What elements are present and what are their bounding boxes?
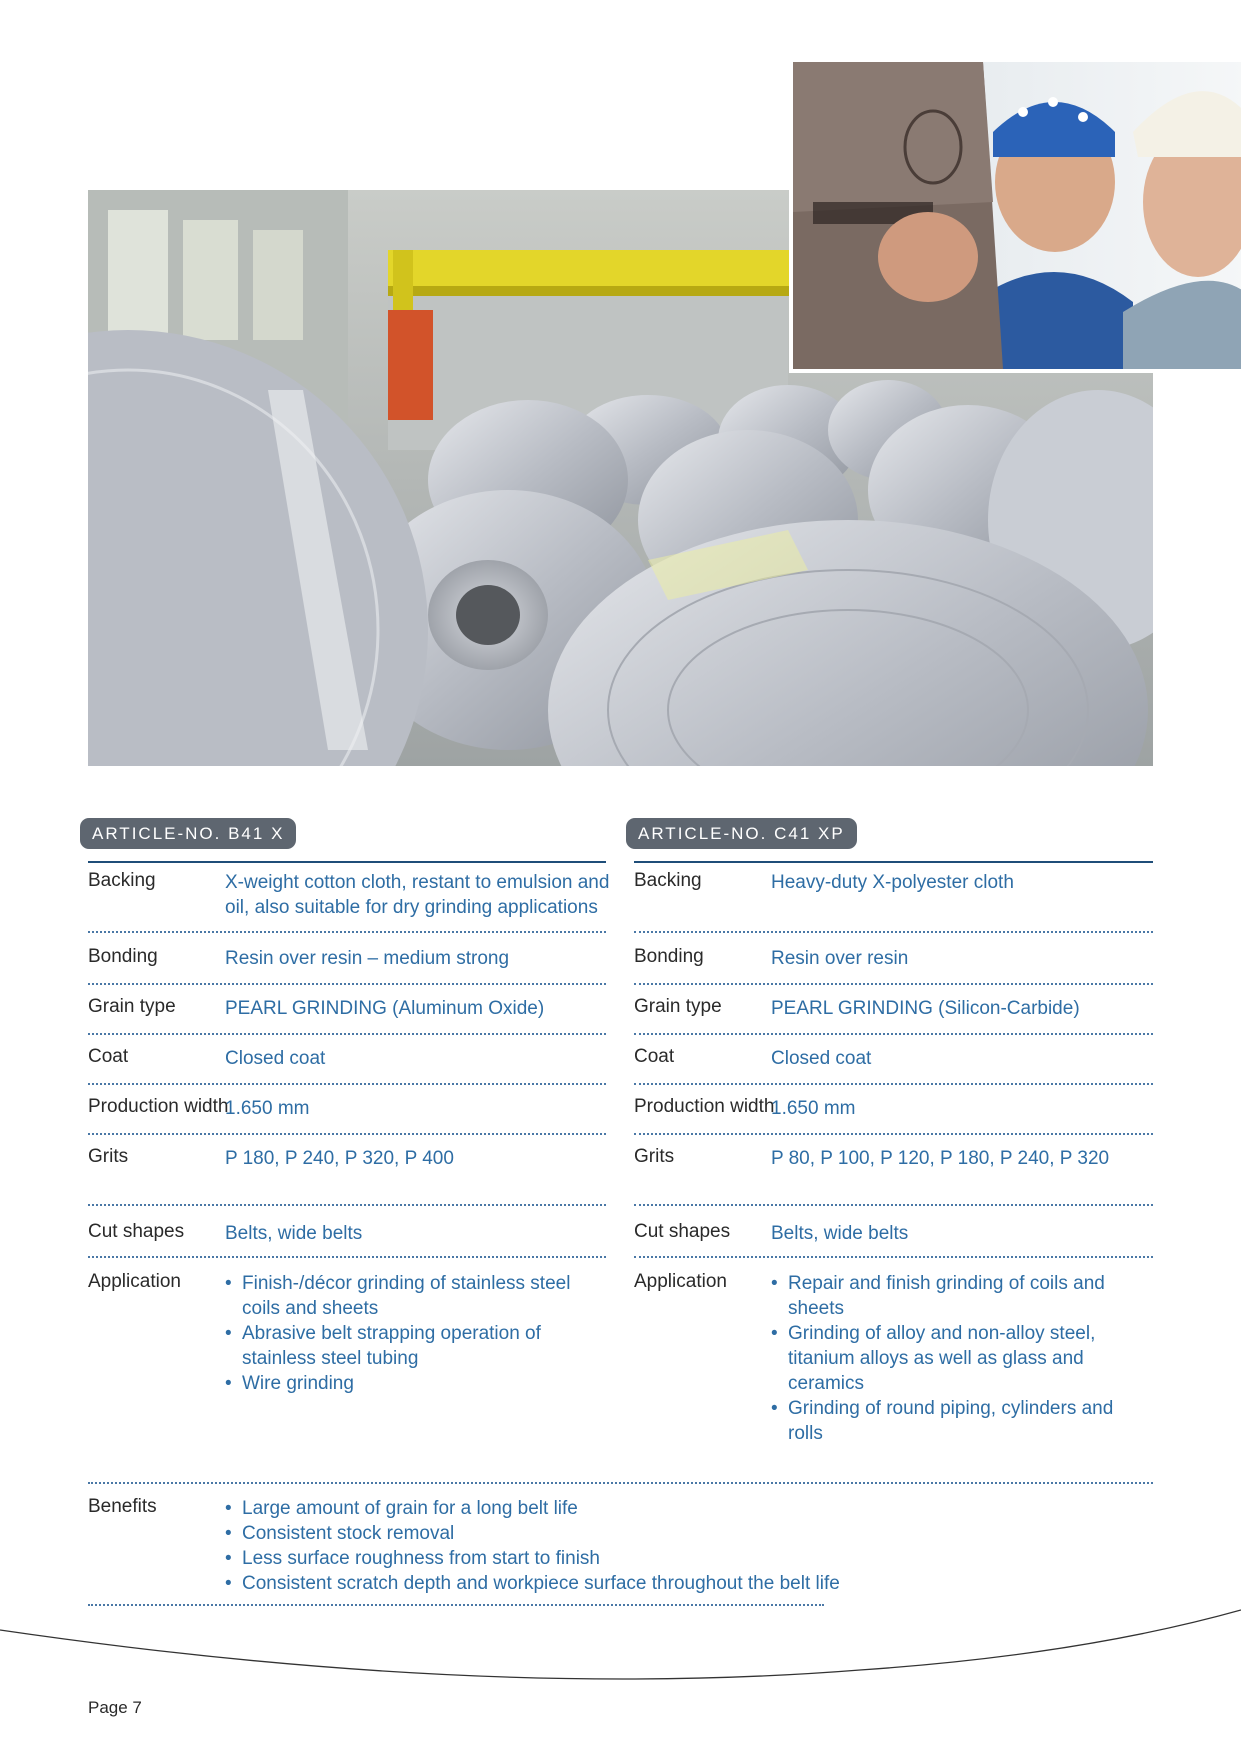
- right-width-label: Production width: [634, 1096, 775, 1117]
- benefits-list: [225, 1496, 845, 1596]
- divider: [88, 1204, 606, 1206]
- page-number: Page 7: [88, 1698, 142, 1717]
- left-cutshapes-label: Cut shapes: [88, 1221, 185, 1242]
- right-article-badge: ARTICLE-NO. C41 XP: [626, 818, 857, 849]
- divider: [88, 1133, 606, 1135]
- divider: [634, 1204, 1153, 1206]
- left-application-list: [225, 1271, 605, 1396]
- left-grits-label: Grits: [88, 1146, 129, 1167]
- left-backing-value: X-weight cotton cloth, restant to emulsion and oil, also suitable for dry grinding applications: [225, 872, 610, 918]
- right-coat-value: Closed coat: [771, 1048, 872, 1069]
- list-item: • Abrasive belt strapping operation of stainless steel tubing: [225, 1321, 605, 1371]
- right-application-label: Application: [634, 1271, 727, 1292]
- divider: [634, 931, 1153, 933]
- left-coat-label: Coat: [88, 1046, 129, 1067]
- left-grain-value: PEARL GRINDING (Aluminum Oxide): [225, 998, 545, 1019]
- left-backing-label: Backing: [88, 870, 156, 891]
- list-item: • Consistent scratch depth and workpiece surface throughout the belt life: [225, 1571, 845, 1596]
- list-item: • Finish-/décor grinding of stainless steel coils and sheets: [225, 1271, 605, 1321]
- right-cutshapes-value: Belts, wide belts: [771, 1223, 909, 1244]
- divider: [634, 1083, 1153, 1085]
- divider: [88, 1083, 606, 1085]
- right-cutshapes-label: Cut shapes: [634, 1221, 731, 1242]
- list-item: • Large amount of grain for a long belt life: [225, 1496, 845, 1521]
- right-width-value: 1.650 mm: [771, 1098, 856, 1119]
- decorative-curve: [0, 1590, 1241, 1700]
- divider: [634, 1256, 1153, 1258]
- right-header-rule: [634, 861, 1153, 863]
- left-header-rule: [88, 861, 606, 863]
- right-coat-label: Coat: [634, 1046, 675, 1067]
- list-item: • Grinding of round piping, cylinders and rolls: [771, 1396, 1151, 1446]
- list-item: • Repair and finish grinding of coils and sheets: [771, 1271, 1151, 1321]
- divider: [634, 1033, 1153, 1035]
- left-width-value: 1.650 mm: [225, 1098, 310, 1119]
- left-grain-label: Grain type: [88, 996, 176, 1017]
- right-application-list: [771, 1271, 1151, 1446]
- right-backing-value: Heavy-duty X-polyester cloth: [771, 872, 1014, 893]
- right-backing-label: Backing: [634, 870, 702, 891]
- benefits-top-rule: [88, 1482, 1153, 1484]
- divider: [88, 1033, 606, 1035]
- right-grain-value: PEARL GRINDING (Silicon-Carbide): [771, 998, 1080, 1019]
- list-item: • Less surface roughness from start to finish: [225, 1546, 845, 1571]
- right-grits-value: P 80, P 100, P 120, P 180, P 240, P 320: [771, 1148, 1110, 1169]
- divider: [88, 983, 606, 985]
- left-width-label: Production width: [88, 1096, 229, 1117]
- right-grain-label: Grain type: [634, 996, 722, 1017]
- list-item: • Consistent stock removal: [225, 1521, 845, 1546]
- divider: [634, 1133, 1153, 1135]
- right-grits-label: Grits: [634, 1146, 675, 1167]
- left-coat-value: Closed coat: [225, 1048, 326, 1069]
- left-article-badge: ARTICLE-NO. B41 X: [80, 818, 296, 849]
- list-item: • Grinding of alloy and non-alloy steel, titanium alloys as well as glass and ceramics: [771, 1321, 1151, 1396]
- benefits-label: Benefits: [88, 1496, 157, 1517]
- left-bonding-label: Bonding: [88, 946, 158, 967]
- left-cutshapes-value: Belts, wide belts: [225, 1223, 363, 1244]
- left-grits-value: P 180, P 240, P 320, P 400: [225, 1148, 454, 1169]
- divider: [634, 983, 1153, 985]
- left-application-label: Application: [88, 1271, 181, 1292]
- divider: [88, 931, 606, 933]
- right-bonding-label: Bonding: [634, 946, 704, 967]
- right-bonding-value: Resin over resin: [771, 948, 909, 969]
- divider: [88, 1256, 606, 1258]
- list-item: • Wire grinding: [225, 1371, 605, 1396]
- left-bonding-value: Resin over resin – medium strong: [225, 948, 510, 969]
- workers-abrasive-photo: [789, 62, 1241, 373]
